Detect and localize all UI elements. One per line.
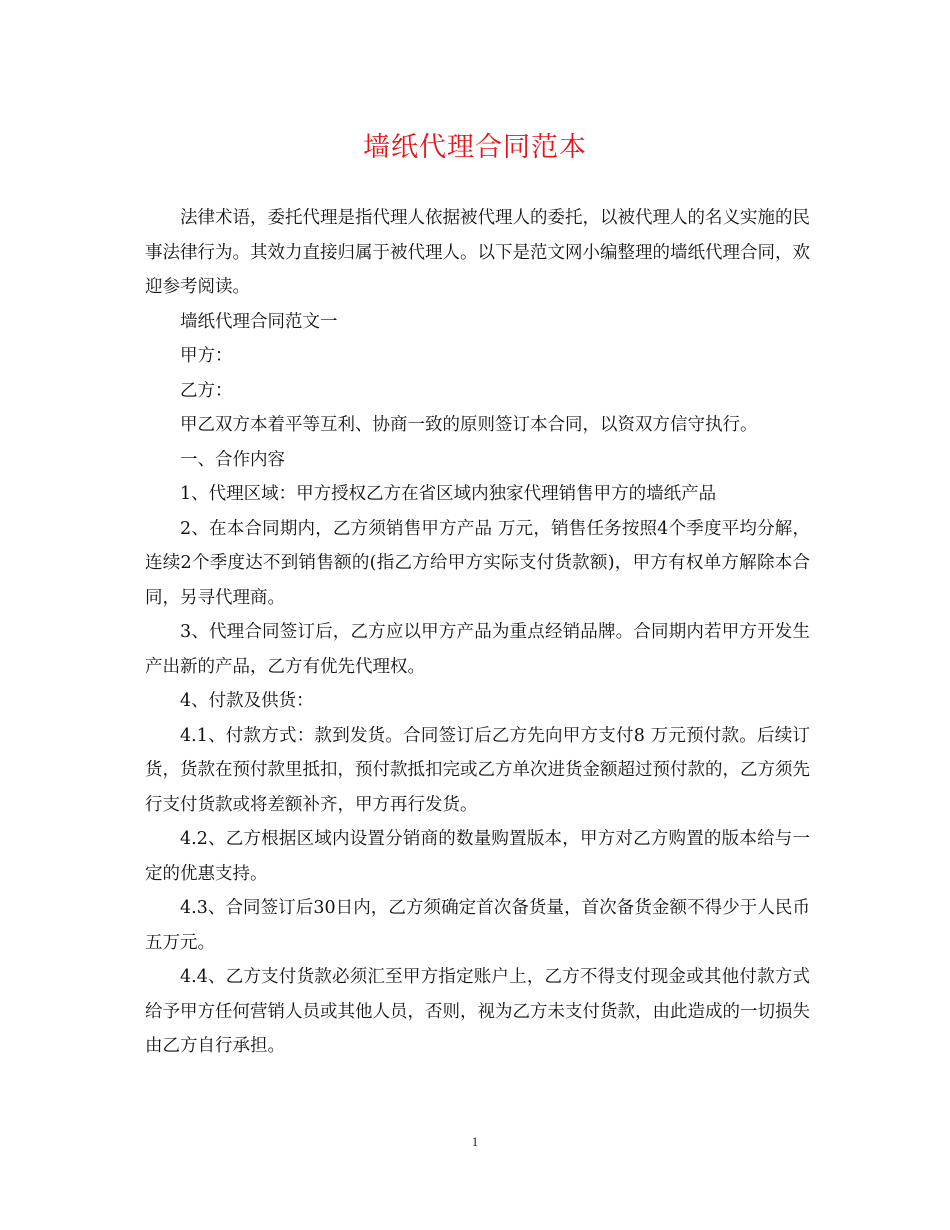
paragraph: 2、在本合同期内，乙方须销售甲方产品 万元，销售任务按照4个季度平均分解，连续2个季度达不到销售额的(指乙方给甲方实际支付货款额)，甲方有权单方解除本合同，另寻代理商。 [145, 518, 810, 608]
paragraph: 甲乙双方本着平等互利、协商一致的原则签订本合同，以资双方信守执行。 [180, 415, 758, 435]
paragraph: 一、合作内容 [180, 449, 285, 470]
paragraph: 乙方： [180, 380, 233, 401]
paragraph: 4.4、乙方支付货款必须汇至甲方指定账户上，乙方不得支付现金或其他付款方式给予甲方任何营销人员或其他人员，否则，视为乙方未支付货款，由此造成的一切损失由乙方自行承担。 [145, 967, 810, 1056]
paragraph: 1、代理区域：甲方授权乙方在省区域内独家代理销售甲方的墙纸产品 [180, 484, 717, 504]
paragraph: 墙纸代理合同范文一 [180, 311, 338, 332]
paragraph: 4.2、乙方根据区域内设置分销商的数量购置版本，甲方对乙方购置的版本给与一定的优惠支持。 [145, 829, 810, 884]
paragraph: 4.1、付款方式：款到发货。合同签订后乙方先向甲方支付8 万元预付款。后续订货，货款在预付款里抵扣，预付款抵扣完或乙方单次进货金额超过预付款的，乙方须先行支付货款或将差额补齐，甲方再行发货。 [145, 725, 810, 815]
paragraph: 4、付款及供货： [180, 691, 314, 711]
document-title: 墙纸代理合同范本 [363, 132, 587, 163]
paragraph: 3、代理合同签订后，乙方应以甲方产品为重点经销品牌。合同期内若甲方开发生产出新的产品，乙方有优先代理权。 [145, 622, 810, 677]
paragraph: 4.3、合同签订后30日内，乙方须确定首次备货量，首次备货金额不得少于人民币五万元。 [145, 898, 810, 953]
document-body [145, 201, 810, 1064]
page-number: 1 [471, 1134, 479, 1149]
paragraph: 甲方： [180, 346, 233, 366]
paragraph: 法律术语，委托代理是指代理人依据被代理人的委托，以被代理人的名义实施的民事法律行为。其效力直接归属于被代理人。以下是范文网小编整理的墙纸代理合同，欢迎参考阅读。 [145, 208, 810, 297]
